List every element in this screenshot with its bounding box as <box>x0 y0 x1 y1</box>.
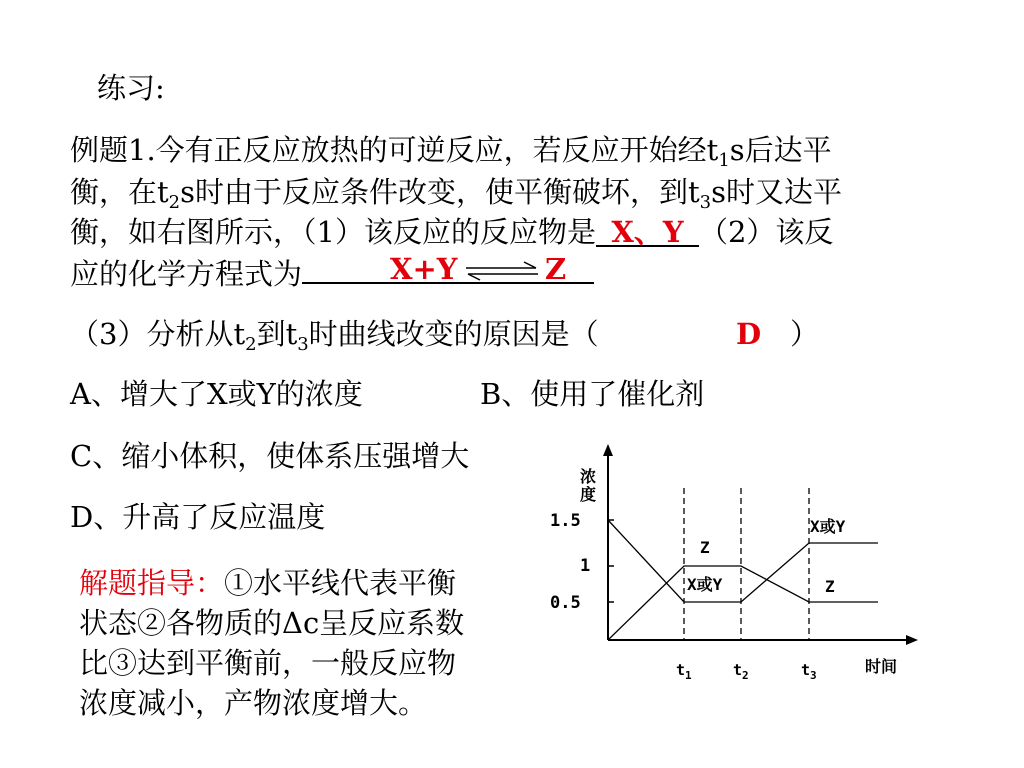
question-line-3 <box>70 212 833 252</box>
x-axis-arrow-icon <box>906 635 918 645</box>
question-text: 衡，在t <box>70 175 169 209</box>
concentration-time-chart <box>530 440 930 690</box>
z-label-right: Z <box>825 577 835 596</box>
hint-text: ①水平线代表平衡 <box>224 566 457 600</box>
option-c: C、缩小体积，使体系压强增大 <box>70 439 470 473</box>
hint-line-2: 状态②各物质的Δc呈反应系数 <box>79 606 465 640</box>
question-3 <box>70 314 599 365</box>
question-text: 例题1.今有正反应放热的可逆反应，若反应开始经t <box>70 133 719 167</box>
x-tick-label: $t_1$ <box>676 661 692 682</box>
q3-answer: D <box>736 317 762 351</box>
question-text: 应的化学方程式为 <box>70 257 303 291</box>
option-d: D、升高了反应温度 <box>70 500 326 534</box>
subscript: 1 <box>718 150 730 171</box>
reversible-arrow-icon <box>464 260 540 282</box>
xy-label-right: X或Y <box>810 517 846 536</box>
subscript: 3 <box>297 334 309 355</box>
question-text: （3）分析从t <box>70 317 246 351</box>
y-axis-label <box>580 467 596 504</box>
x-axis-label: 时间 <box>865 657 898 676</box>
subscript: 3 <box>699 192 712 213</box>
question-text: s时由于反应条件改变，使平衡破坏，到t <box>180 175 700 209</box>
equation-left: X+Y <box>390 252 458 286</box>
question-text: s时又达平 <box>711 175 842 209</box>
reactants-answer: X、Y <box>611 215 684 249</box>
y-axis-label-char-2: 度 <box>580 485 597 504</box>
y-tick-label: 0.5 <box>550 593 581 613</box>
subscript: 2 <box>168 192 181 213</box>
question-text: 到t <box>256 317 298 351</box>
x-tick-label: $t_2$ <box>733 661 749 682</box>
option-b: B、使用了催化剂 <box>480 377 705 411</box>
y-tick-label: 1 <box>580 556 591 576</box>
xy-label-middle: X或Y <box>687 575 723 594</box>
q3-close-paren: ） <box>790 317 820 351</box>
y-axis-arrow-icon <box>603 444 613 456</box>
exercise-heading <box>97 68 165 108</box>
x-tick-label: $t_3$ <box>801 661 817 682</box>
series-z-line <box>608 566 878 640</box>
y-tick-label: 1.5 <box>550 511 581 531</box>
option-a: A、增大了X或Y的浓度 <box>70 377 363 411</box>
hint-line-4: 浓度减小，产物浓度增大。 <box>79 686 428 720</box>
question-text: （2）该反 <box>698 215 834 249</box>
question-text: 时曲线改变的原因是（ <box>308 317 599 351</box>
hint-line-3: 比③达到平衡前，一般反应物 <box>79 646 457 680</box>
z-label-upper: Z <box>700 538 710 557</box>
equation-right: Z <box>545 252 567 286</box>
subscript: 2 <box>245 334 257 355</box>
question-text: s后达平 <box>729 133 832 167</box>
y-axis-label-char-1: 浓 <box>580 467 597 486</box>
answer-blank <box>596 215 699 247</box>
hint-title: 解题指导： <box>79 566 225 600</box>
hint-line-1 <box>79 563 456 603</box>
question-text: 衡，如右图所示，（1）该反应的反应物是 <box>70 215 596 249</box>
heading-text: 练习: <box>97 71 165 105</box>
